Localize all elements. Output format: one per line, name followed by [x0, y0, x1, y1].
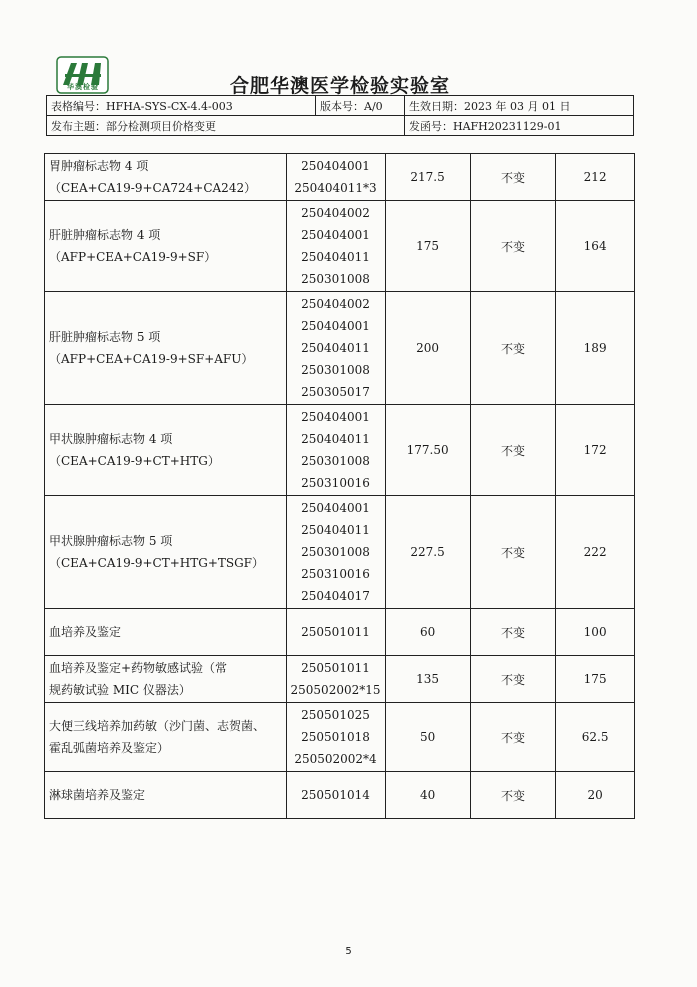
new-price: 175 — [556, 656, 635, 703]
item-name: 血培养及鉴定 — [45, 609, 287, 656]
new-price: 62.5 — [556, 703, 635, 772]
item-codes — [286, 496, 385, 609]
table-row — [45, 772, 635, 819]
item-codes — [286, 292, 385, 405]
item-code: 250404002 — [301, 297, 370, 311]
table-row — [45, 703, 635, 772]
new-price: 172 — [556, 405, 635, 496]
change-status: 不变 — [470, 703, 556, 772]
change-status: 不变 — [470, 609, 556, 656]
version-number: 版本号：A/0 — [316, 96, 405, 116]
item-code: 250301008 — [301, 454, 370, 468]
item-code: 250301008 — [301, 545, 370, 559]
item-code: 250404001 — [301, 159, 370, 173]
page-number: 5 — [345, 946, 352, 957]
original-price: 175 — [385, 201, 470, 292]
original-price: 50 — [385, 703, 470, 772]
original-price: 227.5 — [385, 496, 470, 609]
item-code: 250501014 — [301, 788, 370, 802]
table-row — [45, 496, 635, 609]
item-code: 250305017 — [301, 385, 370, 399]
item-codes — [286, 772, 385, 819]
change-status: 不变 — [470, 405, 556, 496]
change-status: 不变 — [470, 656, 556, 703]
item-code: 250501018 — [301, 730, 370, 744]
item-code: 250501011 — [301, 661, 370, 675]
price-change-table — [44, 153, 635, 819]
item-code: 250404001 — [301, 410, 370, 424]
item-code: 250502002*4 — [294, 752, 377, 766]
item-code: 250404011 — [301, 341, 370, 355]
item-code: 250404017 — [301, 589, 370, 603]
table-row — [45, 154, 635, 201]
item-name: 肝脏肿瘤标志物 5 项 （AFP+CEA+CA19-9+SF+AFU） — [45, 292, 287, 405]
item-code: 250501011 — [301, 625, 370, 639]
item-code: 250404011*3 — [294, 181, 377, 195]
item-codes — [286, 656, 385, 703]
item-code: 250301008 — [301, 363, 370, 377]
item-codes — [286, 405, 385, 496]
original-price: 135 — [385, 656, 470, 703]
item-codes — [286, 609, 385, 656]
new-price: 100 — [556, 609, 635, 656]
original-price: 217.5 — [385, 154, 470, 201]
original-price: 177.50 — [385, 405, 470, 496]
item-code: 250404001 — [301, 228, 370, 242]
item-name: 肝脏肿瘤标志物 4 项 （AFP+CEA+CA19-9+SF） — [45, 201, 287, 292]
change-status: 不变 — [470, 292, 556, 405]
item-codes — [286, 154, 385, 201]
original-price: 60 — [385, 609, 470, 656]
change-status: 不变 — [470, 772, 556, 819]
item-codes — [286, 703, 385, 772]
item-code: 250404001 — [301, 501, 370, 515]
new-price: 212 — [556, 154, 635, 201]
table-row — [45, 292, 635, 405]
item-code: 250501025 — [301, 708, 370, 722]
item-code: 250404002 — [301, 206, 370, 220]
item-codes — [286, 201, 385, 292]
original-price: 200 — [385, 292, 470, 405]
document-header-table — [46, 95, 634, 136]
item-code: 250404011 — [301, 523, 370, 537]
change-status: 不变 — [470, 201, 556, 292]
table-row — [45, 656, 635, 703]
new-price: 189 — [556, 292, 635, 405]
subject: 发布主题：部分检测项目价格变更 — [47, 116, 405, 136]
form-number: 表格编号：HFHA-SYS-CX-4.4-003 — [47, 96, 316, 116]
document-number: 发函号：HAFH20231129-01 — [405, 116, 634, 136]
new-price: 164 — [556, 201, 635, 292]
page-title: 合肥华澳医学检验实验室 — [230, 75, 451, 97]
item-code: 250310016 — [301, 476, 370, 490]
item-code: 250404001 — [301, 319, 370, 333]
change-status: 不变 — [470, 154, 556, 201]
item-name: 淋球菌培养及鉴定 — [45, 772, 287, 819]
table-row — [45, 609, 635, 656]
item-code: 250404011 — [301, 432, 370, 446]
new-price: 222 — [556, 496, 635, 609]
item-name: 甲状腺肿瘤标志物 5 项 （CEA+CA19-9+CT+HTG+TSGF） — [45, 496, 287, 609]
logo-text: 华澳检验 — [67, 82, 99, 91]
effective-date: 生效日期：2023 年 03 月 01 日 — [405, 96, 634, 116]
item-name: 甲状腺肿瘤标志物 4 项 （CEA+CA19-9+CT+HTG） — [45, 405, 287, 496]
item-code: 250301008 — [301, 272, 370, 286]
item-code: 250310016 — [301, 567, 370, 581]
change-status: 不变 — [470, 496, 556, 609]
item-code: 250502002*15 — [290, 683, 381, 697]
item-name: 胃肿瘤标志物 4 项 （CEA+CA19-9+CA724+CA242） — [45, 154, 287, 201]
table-row — [45, 405, 635, 496]
table-row — [45, 201, 635, 292]
item-code: 250404011 — [301, 250, 370, 264]
item-name: 大便三线培养加药敏（沙门菌、志贺菌、 霍乱弧菌培养及鉴定） — [45, 703, 287, 772]
original-price: 40 — [385, 772, 470, 819]
item-name: 血培养及鉴定+药物敏感试验（常 规药敏试验 MIC 仪器法） — [45, 656, 287, 703]
new-price: 20 — [556, 772, 635, 819]
